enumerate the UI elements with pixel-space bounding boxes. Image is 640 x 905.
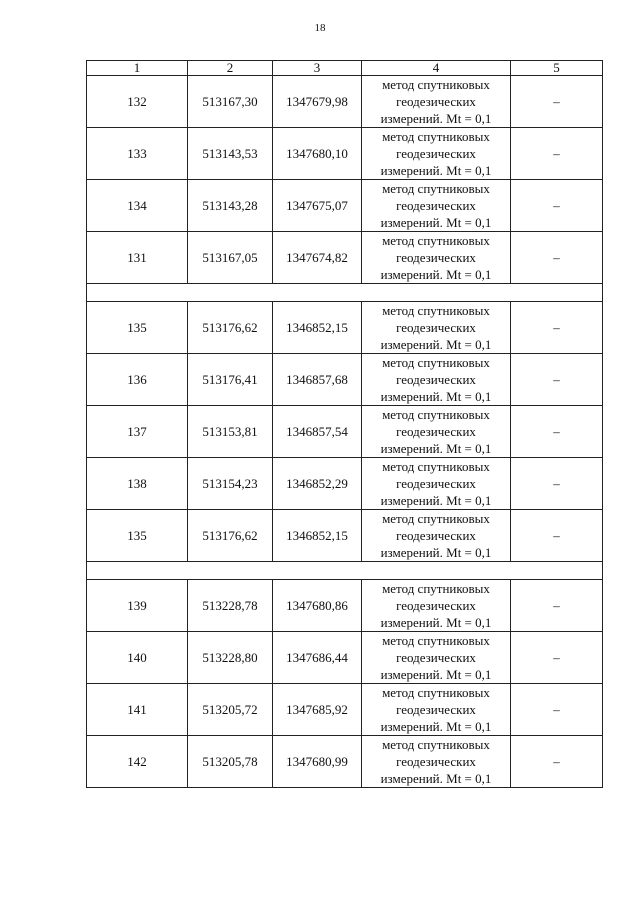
point-number-cell: 135: [87, 302, 188, 354]
method-line: измерений. Mt = 0,1: [380, 111, 492, 126]
x-coordinate-cell: 513153,81: [188, 406, 273, 458]
dash-cell: –: [511, 354, 603, 406]
method-line: метод спутниковых: [382, 737, 490, 752]
point-number-cell: 135: [87, 510, 188, 562]
x-coordinate-cell: 513154,23: [188, 458, 273, 510]
method-line: измерений. Mt = 0,1: [380, 719, 492, 734]
y-coordinate-cell: 1346852,29: [273, 458, 362, 510]
dash-cell: –: [511, 684, 603, 736]
method-line: измерений. Mt = 0,1: [380, 163, 492, 178]
method-line: метод спутниковых: [382, 355, 490, 370]
y-coordinate-cell: 1346857,68: [273, 354, 362, 406]
method-cell: [362, 76, 511, 128]
table-row: [87, 458, 603, 510]
contour-separator: [87, 284, 603, 302]
column-header: 2: [188, 61, 273, 76]
dash-cell: –: [511, 736, 603, 788]
method-cell: [362, 180, 511, 232]
x-coordinate-cell: 513176,62: [188, 302, 273, 354]
x-coordinate-cell: 513167,30: [188, 76, 273, 128]
point-number-cell: 134: [87, 180, 188, 232]
x-coordinate-cell: 513143,28: [188, 180, 273, 232]
method-line: измерений. Mt = 0,1: [380, 667, 492, 682]
y-coordinate-cell: 1347675,07: [273, 180, 362, 232]
method-line: геодезических: [396, 424, 476, 439]
method-line: метод спутниковых: [382, 233, 490, 248]
dash-cell: –: [511, 632, 603, 684]
coordinates-table: [86, 60, 603, 788]
table-row: [87, 580, 603, 632]
method-line: геодезических: [396, 702, 476, 717]
table-row: [87, 128, 603, 180]
point-number-cell: 138: [87, 458, 188, 510]
method-line: геодезических: [396, 650, 476, 665]
method-cell: [362, 406, 511, 458]
method-line: метод спутниковых: [382, 407, 490, 422]
point-number-cell: 131: [87, 232, 188, 284]
x-coordinate-cell: 513167,05: [188, 232, 273, 284]
table-row: [87, 632, 603, 684]
dash-cell: –: [511, 128, 603, 180]
method-line: геодезических: [396, 598, 476, 613]
method-line: метод спутниковых: [382, 685, 490, 700]
x-coordinate-cell: 513228,78: [188, 580, 273, 632]
method-line: измерений. Mt = 0,1: [380, 337, 492, 352]
contour-separator-row: [87, 284, 603, 302]
method-cell: [362, 510, 511, 562]
method-line: метод спутниковых: [382, 77, 490, 92]
method-line: измерений. Mt = 0,1: [380, 771, 492, 786]
x-coordinate-cell: 513176,62: [188, 510, 273, 562]
point-number-cell: 136: [87, 354, 188, 406]
method-line: измерений. Mt = 0,1: [380, 493, 492, 508]
y-coordinate-cell: 1347686,44: [273, 632, 362, 684]
contour-separator-row: [87, 562, 603, 580]
method-line: геодезических: [396, 476, 476, 491]
method-cell: [362, 684, 511, 736]
dash-cell: –: [511, 406, 603, 458]
method-line: измерений. Mt = 0,1: [380, 389, 492, 404]
method-line: геодезических: [396, 528, 476, 543]
method-line: метод спутниковых: [382, 181, 490, 196]
contour-separator: [87, 562, 603, 580]
y-coordinate-cell: 1347679,98: [273, 76, 362, 128]
method-line: измерений. Mt = 0,1: [380, 215, 492, 230]
point-number-cell: 137: [87, 406, 188, 458]
point-number-cell: 141: [87, 684, 188, 736]
method-line: метод спутниковых: [382, 129, 490, 144]
table-row: [87, 406, 603, 458]
method-line: геодезических: [396, 146, 476, 161]
column-header: 1: [87, 61, 188, 76]
method-cell: [362, 302, 511, 354]
method-cell: [362, 128, 511, 180]
method-cell: [362, 632, 511, 684]
table-header-row: [87, 61, 603, 76]
method-cell: [362, 736, 511, 788]
method-line: геодезических: [396, 94, 476, 109]
dash-cell: –: [511, 302, 603, 354]
table-row: [87, 232, 603, 284]
table-row: [87, 180, 603, 232]
point-number-cell: 139: [87, 580, 188, 632]
y-coordinate-cell: 1347680,86: [273, 580, 362, 632]
method-line: геодезических: [396, 250, 476, 265]
column-header: 3: [273, 61, 362, 76]
dash-cell: –: [511, 180, 603, 232]
point-number-cell: 142: [87, 736, 188, 788]
x-coordinate-cell: 513143,53: [188, 128, 273, 180]
table-row: [87, 510, 603, 562]
y-coordinate-cell: 1346857,54: [273, 406, 362, 458]
y-coordinate-cell: 1346852,15: [273, 510, 362, 562]
point-number-cell: 140: [87, 632, 188, 684]
dash-cell: –: [511, 580, 603, 632]
dash-cell: –: [511, 458, 603, 510]
table-row: [87, 76, 603, 128]
method-line: геодезических: [396, 754, 476, 769]
method-line: измерений. Mt = 0,1: [380, 615, 492, 630]
x-coordinate-cell: 513205,78: [188, 736, 273, 788]
table-row: [87, 736, 603, 788]
x-coordinate-cell: 513176,41: [188, 354, 273, 406]
method-line: метод спутниковых: [382, 303, 490, 318]
point-number-cell: 133: [87, 128, 188, 180]
method-cell: [362, 580, 511, 632]
method-line: измерений. Mt = 0,1: [380, 267, 492, 282]
method-line: геодезических: [396, 320, 476, 335]
page-number: 18: [314, 22, 326, 34]
table-body: [87, 76, 603, 788]
dash-cell: –: [511, 76, 603, 128]
method-cell: [362, 354, 511, 406]
method-cell: [362, 458, 511, 510]
x-coordinate-cell: 513205,72: [188, 684, 273, 736]
y-coordinate-cell: 1346852,15: [273, 302, 362, 354]
column-header: 5: [511, 61, 603, 76]
method-line: измерений. Mt = 0,1: [380, 441, 492, 456]
method-line: геодезических: [396, 372, 476, 387]
method-line: метод спутниковых: [382, 511, 490, 526]
method-line: метод спутниковых: [382, 459, 490, 474]
y-coordinate-cell: 1347674,82: [273, 232, 362, 284]
method-line: геодезических: [396, 198, 476, 213]
method-cell: [362, 232, 511, 284]
column-header: 4: [362, 61, 511, 76]
point-number-cell: 132: [87, 76, 188, 128]
method-line: метод спутниковых: [382, 633, 490, 648]
dash-cell: –: [511, 232, 603, 284]
y-coordinate-cell: 1347680,10: [273, 128, 362, 180]
method-line: измерений. Mt = 0,1: [380, 545, 492, 560]
table-row: [87, 354, 603, 406]
y-coordinate-cell: 1347685,92: [273, 684, 362, 736]
dash-cell: –: [511, 510, 603, 562]
x-coordinate-cell: 513228,80: [188, 632, 273, 684]
method-line: метод спутниковых: [382, 581, 490, 596]
y-coordinate-cell: 1347680,99: [273, 736, 362, 788]
table-row: [87, 302, 603, 354]
table-row: [87, 684, 603, 736]
